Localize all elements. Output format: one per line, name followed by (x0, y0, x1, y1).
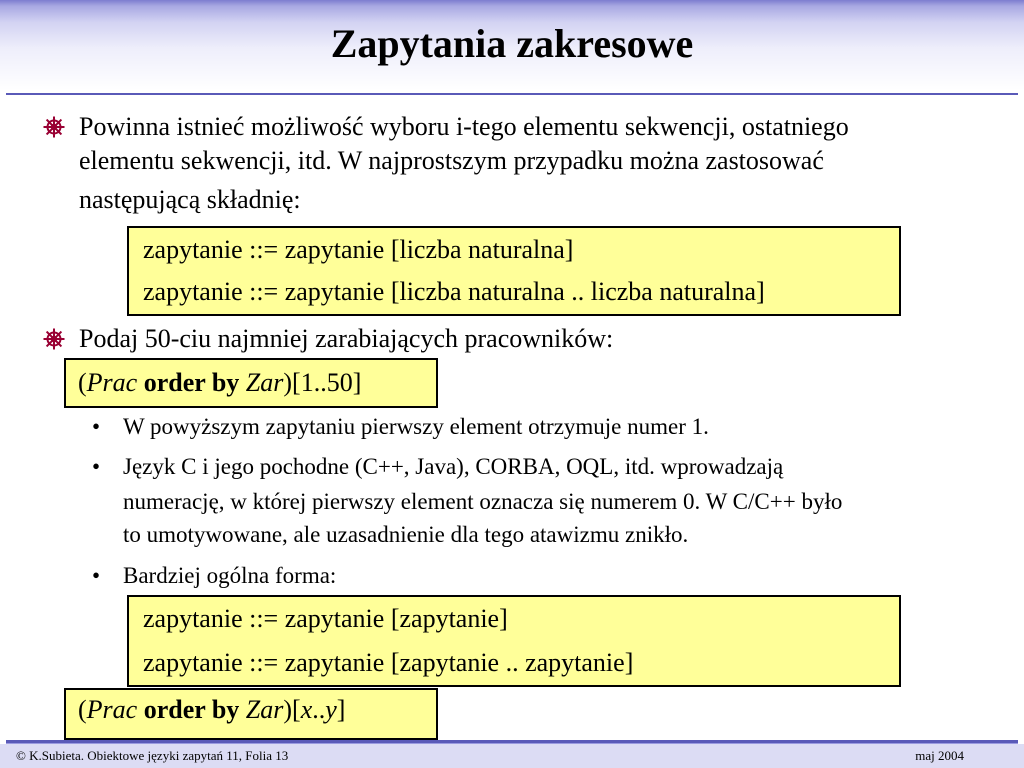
sub-bullet-1: W powyższym zapytaniu pierwszy element otrzymuje numer 1. (123, 414, 709, 439)
syntax-box-2-line2: zapytanie ::= zapytanie [zapytanie .. zapytanie] (143, 648, 634, 677)
syntax-box-1-line2: zapytanie ::= zapytanie [liczba naturalna .. liczba naturalna] (143, 277, 765, 306)
ships-wheel-icon (42, 115, 66, 139)
sub-bullet-2-line2: numerację, w której pierwszy element oznacza się numerem 0. W C/C++ było (123, 489, 843, 514)
example-box-2 (64, 688, 438, 740)
slide-title: Zapytania zakresowe (330, 21, 694, 66)
bullet1-line3: następującą składnię: (79, 185, 301, 214)
sub-bullet-3: Bardziej ogólna forma: (123, 563, 337, 588)
sub-bullet-dot: • (92, 563, 101, 588)
ships-wheel-icon (42, 327, 66, 351)
footer-band (0, 744, 1024, 768)
bullet2-text: Podaj 50-ciu najmniej zarabiających pracowników: (79, 324, 614, 353)
syntax-box-1 (127, 226, 901, 316)
title-divider (6, 93, 1018, 95)
syntax-box-1-line1: zapytanie ::= zapytanie [liczba naturalna] (143, 235, 574, 264)
bullet1-line1: Powinna istnieć możliwość wyboru i-tego elementu sekwencji, ostatniego (79, 112, 849, 141)
bullet1-line2: elementu sekwencji, itd. W najprostszym przypadku można zastosować (79, 146, 824, 175)
sub-bullet-2-line1: Język C i jego pochodne (C++, Java), CORBA, OQL, itd. wprowadzają (123, 454, 784, 479)
syntax-box-2 (127, 595, 901, 687)
example-1-expression: (Prac order by Zar)[1..50] (78, 368, 362, 397)
footer-date: maj 2004 (915, 748, 964, 763)
example-2-expression: (Prac order by Zar)[x..y] (78, 695, 346, 724)
sub-bullet-dot: • (92, 414, 101, 439)
footer-copyright: © K.Subieta. Obiektowe języki zapytań 11, Folia 13 (16, 748, 289, 763)
sub-bullet-dot: • (92, 454, 101, 479)
example-box-1 (64, 358, 438, 408)
sub-bullet-2-line3: to umotywowane, ale uzasadnienie dla tego atawizmu znikło. (123, 522, 689, 547)
syntax-box-2-line1: zapytanie ::= zapytanie [zapytanie] (143, 604, 508, 633)
